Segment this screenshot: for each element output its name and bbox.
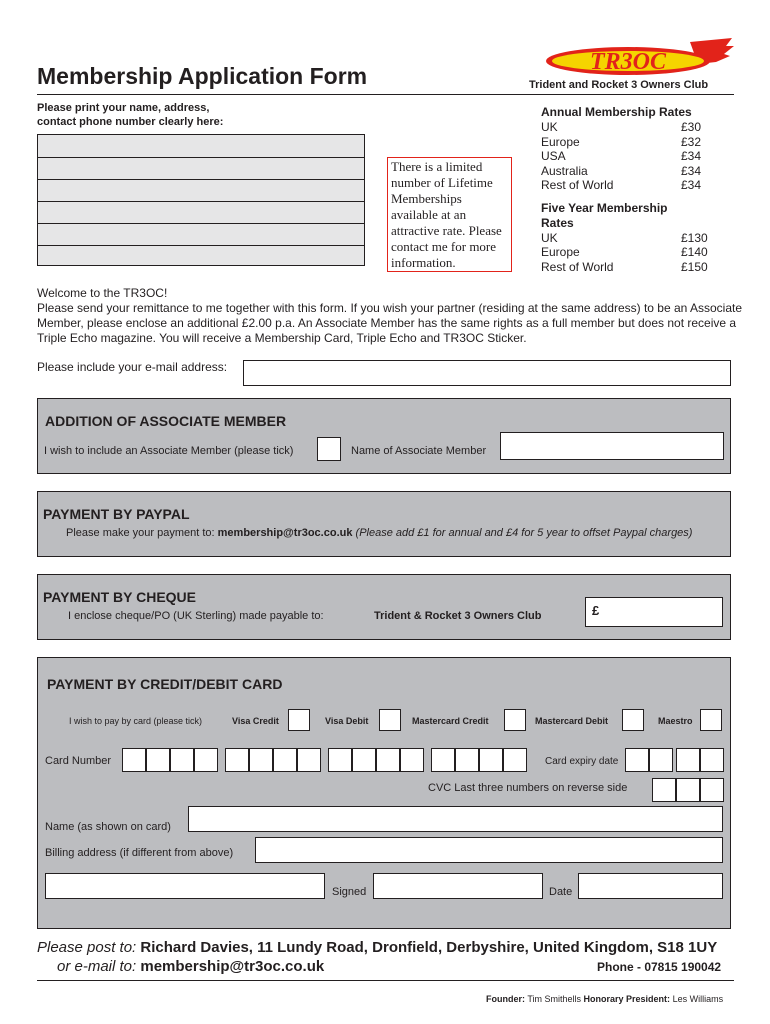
expiry-digit-box[interactable]	[700, 748, 724, 772]
instruction-line: Please print your name, address,	[37, 102, 210, 114]
page-title: Membership Application Form	[37, 63, 368, 89]
cheque-heading: PAYMENT BY CHEQUE	[43, 589, 196, 605]
rate-row: Australia £34	[541, 163, 702, 178]
card-digit-box[interactable]	[352, 748, 376, 772]
visa-credit-tickbox[interactable]	[288, 709, 310, 731]
rate-row: UK £30	[541, 120, 702, 134]
address-line	[38, 201, 364, 202]
footer: Founder: Tim Smithells Honorary President: Les Williams	[486, 994, 724, 1004]
date-input[interactable]	[578, 873, 723, 899]
address-line	[38, 179, 364, 180]
five-year-rates-title-2: Rates	[541, 215, 574, 230]
founder-name: Tim Smithells	[527, 994, 582, 1004]
tr3oc-logo	[540, 38, 736, 78]
card-number-label: Card Number	[45, 755, 112, 767]
president-name: Les Williams	[672, 994, 724, 1004]
associate-tick-label: I wish to include an Associate Member (please tick)	[44, 445, 294, 457]
cheque-panel	[37, 574, 731, 640]
cheque-amount-input[interactable]	[585, 597, 723, 627]
address-line	[38, 157, 364, 158]
address-line	[38, 223, 364, 224]
footer-divider	[37, 980, 734, 981]
address-instructions	[37, 101, 297, 129]
email-label: Please include your e-mail address:	[37, 360, 228, 374]
associate-member-panel	[37, 398, 731, 474]
rate-row: Europe £32	[541, 134, 702, 149]
rate-row: USA £34	[541, 149, 702, 163]
card-type-label: Visa Debit	[325, 716, 369, 726]
post-prefix: Please post to:	[37, 939, 141, 956]
contact-phone: Phone - 07815 190042	[597, 960, 722, 974]
date-label: Date	[549, 886, 573, 898]
card-digit-box[interactable]	[479, 748, 503, 772]
club-name: Trident and Rocket 3 Owners Club	[529, 79, 709, 91]
lifetime-membership-notice: There is a limited number of Lifetime Memberships available at an attractive rate. Please contact me for more information.	[387, 157, 512, 272]
post-address: Richard Davies, 11 Lundy Road, Dronfield, Derbyshire, United Kingdom, S18 1UY	[140, 939, 718, 956]
mastercard-credit-tickbox[interactable]	[504, 709, 526, 731]
name-address-box[interactable]	[37, 134, 365, 266]
card-digit-box[interactable]	[328, 748, 352, 772]
card-type-label: Mastercard Debit	[535, 716, 609, 726]
welcome-greeting: Welcome to the TR3OC!	[37, 286, 168, 300]
expiry-label: Card expiry date	[545, 756, 619, 767]
paypal-note: (Please add £1 for annual and £4 for 5 year to offset Paypal charges)	[355, 527, 693, 539]
title-divider	[37, 94, 734, 95]
card-digit-box[interactable]	[503, 748, 527, 772]
expiry-digit-box[interactable]	[649, 748, 673, 772]
associate-tickbox[interactable]	[317, 437, 341, 461]
maestro-tickbox[interactable]	[700, 709, 722, 731]
paypal-email: membership@tr3oc.co.uk	[217, 527, 353, 539]
paypal-heading: PAYMENT BY PAYPAL	[43, 506, 190, 522]
associate-name-label: Name of Associate Member	[351, 445, 487, 457]
card-digit-box[interactable]	[431, 748, 455, 772]
rate-row: Rest of World £150	[541, 259, 708, 274]
welcome-text	[37, 286, 749, 346]
cheque-label: I enclose cheque/PO (UK Sterling) made payable to:	[68, 610, 324, 622]
cvc-digit-box[interactable]	[676, 778, 700, 802]
address-line	[38, 245, 364, 246]
card-type-label: Visa Credit	[232, 716, 279, 726]
rate-row: Europe £140	[541, 245, 708, 259]
paypal-instructions: Please make your payment to: membership@tr3oc.co.uk (Please add £1 for annual and £4 for 5 year to offset Paypal charges)	[66, 527, 693, 539]
annual-rates-title: Annual Membership Rates	[541, 105, 692, 119]
visa-debit-tickbox[interactable]	[379, 709, 401, 731]
billing-address-input[interactable]	[255, 837, 723, 863]
associate-heading: ADDITION OF ASSOCIATE MEMBER	[45, 413, 287, 429]
cardholder-name-label: Name (as shown on card)	[45, 821, 171, 833]
paypal-panel	[37, 491, 731, 557]
cardholder-name-input[interactable]	[188, 806, 723, 832]
welcome-body: Please send your remittance to me together with this form. If you wish your partner (residing at the same address) to be an Associate Member, please enclose an additional £2.00 p.a. An Associate Member has the same rights as a full member but does not receive a Triple Echo magazine. You will receive a Membership Card, Triple Echo and TR3OC Sticker.	[37, 301, 743, 345]
signature-input[interactable]	[373, 873, 543, 899]
rate-row: Rest of World £34	[541, 178, 702, 192]
email-prefix: or e-mail to:	[57, 958, 141, 975]
associate-name-input[interactable]	[500, 432, 724, 460]
card-payment-panel	[37, 657, 731, 929]
email-input[interactable]	[243, 360, 731, 386]
card-digit-box[interactable]	[273, 748, 297, 772]
membership-rates	[541, 105, 711, 274]
card-digit-box[interactable]	[297, 748, 321, 772]
card-type-label: Maestro	[658, 716, 693, 726]
mastercard-debit-tickbox[interactable]	[622, 709, 644, 731]
post-to-address	[37, 939, 717, 956]
card-digit-box[interactable]	[194, 748, 218, 772]
card-digit-box[interactable]	[170, 748, 194, 772]
five-year-rates-title: Five Year Membership	[541, 200, 668, 215]
expiry-digit-box[interactable]	[676, 748, 700, 772]
card-digit-box[interactable]	[249, 748, 273, 772]
pound-sign: £	[592, 603, 600, 618]
cheque-payee: Trident & Rocket 3 Owners Club	[374, 610, 542, 622]
card-digit-box[interactable]	[400, 748, 424, 772]
email-to	[57, 958, 324, 975]
cvc-digit-box[interactable]	[652, 778, 676, 802]
card-digit-box[interactable]	[122, 748, 146, 772]
instruction-line: contact phone number clearly here:	[37, 116, 224, 128]
card-heading: PAYMENT BY CREDIT/DEBIT CARD	[47, 676, 283, 692]
card-digit-box[interactable]	[225, 748, 249, 772]
cvc-digit-box[interactable]	[700, 778, 724, 802]
card-extra-input[interactable]	[45, 873, 325, 899]
signed-label: Signed	[332, 886, 367, 898]
cvc-label: CVC Last three numbers on reverse side	[428, 782, 628, 794]
expiry-digit-box[interactable]	[625, 748, 649, 772]
rate-row: UK £130	[541, 230, 708, 245]
card-tick-label: I wish to pay by card (please tick)	[69, 716, 203, 726]
card-type-label: Mastercard Credit	[412, 716, 489, 726]
contact-email: membership@tr3oc.co.uk	[140, 958, 325, 975]
card-digit-box[interactable]	[376, 748, 400, 772]
billing-address-label: Billing address (if different from above)	[45, 847, 234, 859]
logo-text: TR3OC	[589, 49, 667, 75]
card-digit-box[interactable]	[146, 748, 170, 772]
card-digit-box[interactable]	[455, 748, 479, 772]
